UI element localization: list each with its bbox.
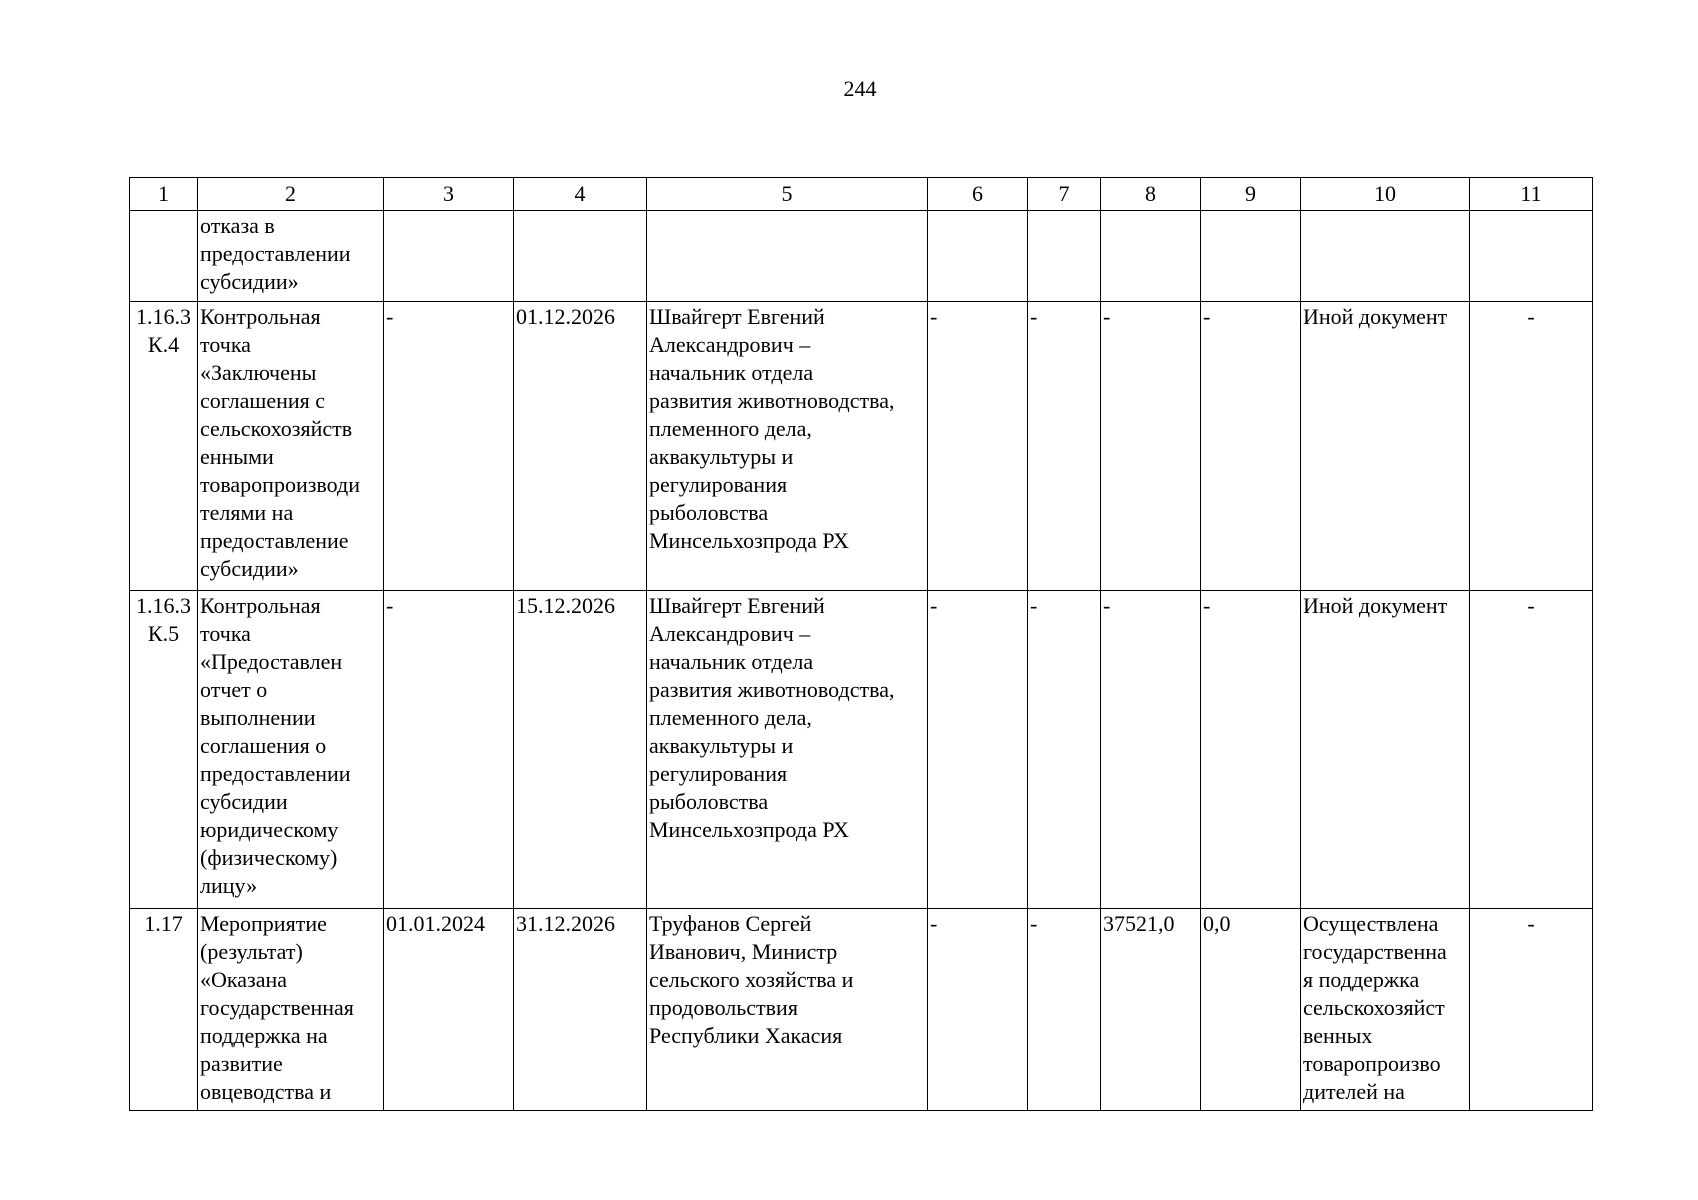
document-cell: Иной документ: [1301, 591, 1470, 909]
col8-cell: -: [1101, 591, 1201, 909]
col6-cell: [928, 211, 1028, 302]
responsible-cell: Швайгерт Евгений Александрович – начальник отдела развития животноводства, племенного дела, аквакультуры и регулирования рыболовства Минсельхозпрода РХ: [647, 591, 928, 909]
table-row: [130, 909, 1593, 1111]
row-number-cell: 1.17: [130, 909, 198, 1111]
start-date-cell: 01.01.2024: [384, 909, 514, 1111]
responsible-cell: Труфанов Сергей Иванович, Министр сельского хозяйства и продовольствия Республики Хакасия: [647, 909, 928, 1111]
table-row: [130, 591, 1593, 909]
document-cell: Осуществлена государственна я поддержка сельскохозяйст венных товаропроизво дителей на: [1301, 909, 1470, 1111]
col8-cell: 37521,0: [1101, 909, 1201, 1111]
column-header: 8: [1101, 178, 1201, 211]
responsible-cell: Швайгерт Евгений Александрович – начальник отдела развития животноводства, племенного дела, аквакультуры и регулирования рыболовства Минсельхозпрода РХ: [647, 302, 928, 591]
col9-cell: -: [1201, 302, 1301, 591]
end-date-cell: 15.12.2026: [514, 591, 647, 909]
col7-cell: -: [1028, 591, 1101, 909]
end-date-cell: 31.12.2026: [514, 909, 647, 1111]
column-header: 3: [384, 178, 514, 211]
page-number: 244: [843, 76, 877, 101]
column-header: 2: [198, 178, 384, 211]
column-header: 1: [130, 178, 198, 211]
col7-cell: -: [1028, 302, 1101, 591]
col6-cell: -: [928, 591, 1028, 909]
row-number-cell: 1.16.3 К.4: [130, 302, 198, 591]
col7-cell: -: [1028, 909, 1101, 1111]
name-cell: Контрольная точка «Предоставлен отчет о выполнении соглашения о предоставлении субсидии юридическому (физическому) лицу»: [198, 591, 384, 909]
col11-cell: -: [1470, 591, 1593, 909]
table-row: [130, 302, 1593, 591]
data-table: [129, 177, 1593, 1111]
column-header: 9: [1201, 178, 1301, 211]
name-cell: Контрольная точка «Заключены соглашения с сельскохозяйств енными товаропроизводи телями на предоставление субсидии»: [198, 302, 384, 591]
row-number-cell: 1.16.3 К.5: [130, 591, 198, 909]
column-header: 6: [928, 178, 1028, 211]
col9-cell: -: [1201, 591, 1301, 909]
responsible-cell: [647, 211, 928, 302]
column-header: 4: [514, 178, 647, 211]
col11-cell: -: [1470, 302, 1593, 591]
end-date-cell: [514, 211, 647, 302]
col11-cell: [1470, 211, 1593, 302]
document-cell: Иной документ: [1301, 302, 1470, 591]
col11-cell: -: [1470, 909, 1593, 1111]
name-cell: Мероприятие (результат) «Оказана государственная поддержка на развитие овцеводства и: [198, 909, 384, 1111]
start-date-cell: -: [384, 302, 514, 591]
row-number-cell: [130, 211, 198, 302]
col9-cell: 0,0: [1201, 909, 1301, 1111]
end-date-cell: 01.12.2026: [514, 302, 647, 591]
start-date-cell: [384, 211, 514, 302]
col8-cell: -: [1101, 302, 1201, 591]
column-header: 10: [1301, 178, 1470, 211]
name-cell: отказа в предоставлении субсидии»: [198, 211, 384, 302]
table-header-row: [130, 178, 1593, 211]
col9-cell: [1201, 211, 1301, 302]
col8-cell: [1101, 211, 1201, 302]
column-header: 7: [1028, 178, 1101, 211]
document-cell: [1301, 211, 1470, 302]
col6-cell: -: [928, 909, 1028, 1111]
column-header: 5: [647, 178, 928, 211]
column-header: 11: [1470, 178, 1593, 211]
table-row: [130, 211, 1593, 302]
start-date-cell: -: [384, 591, 514, 909]
col7-cell: [1028, 211, 1101, 302]
col6-cell: -: [928, 302, 1028, 591]
